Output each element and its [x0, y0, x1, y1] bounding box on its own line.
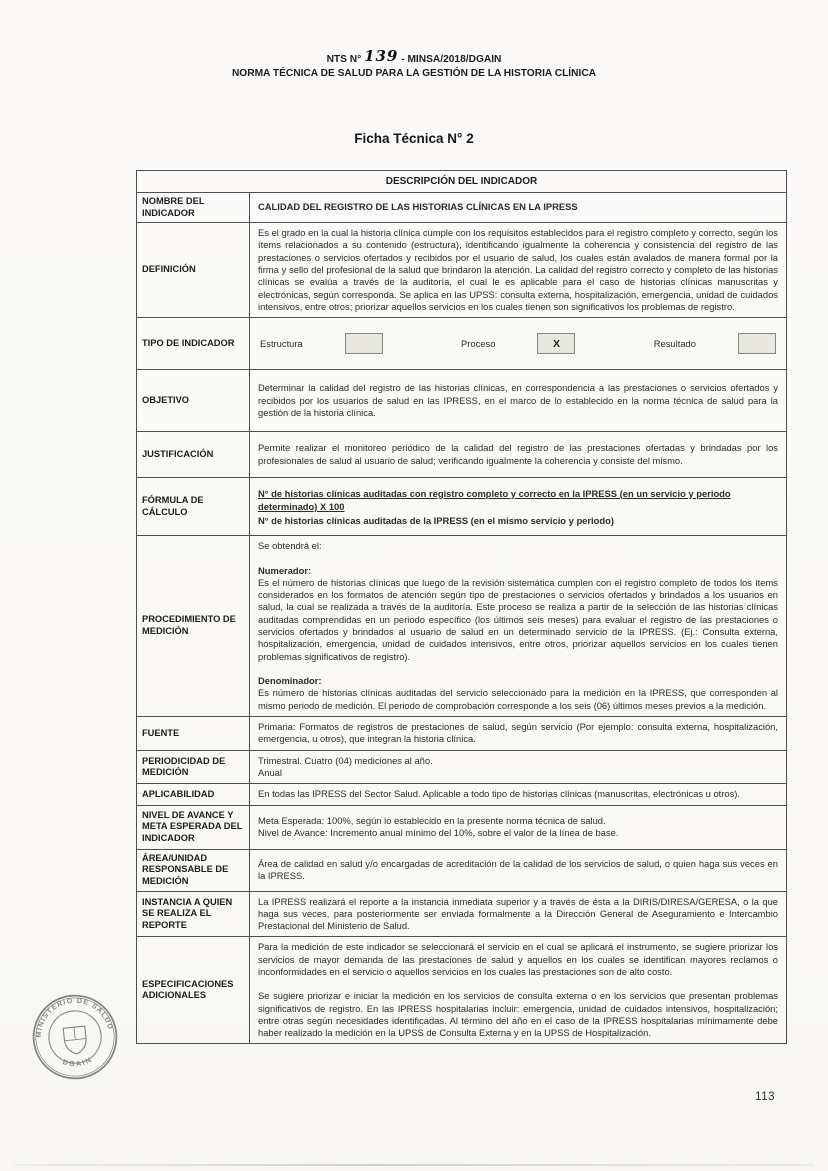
checkbox-resultado — [738, 333, 776, 354]
formula-numerator-text1: N° de historias clínicas auditadas con registro completo y correcto en la IPRESS (en un servicio y periodo — [258, 487, 731, 499]
label-justificacion: JUSTIFICACIÓN — [137, 432, 250, 478]
checkbox-estructura — [345, 333, 383, 354]
procedimiento-numerador-text: Es el número de historias clínicas que luego de la revisión sistemática cumplen con el registro completo de todos los ítems considerados en los formatos de atención según tipo de prestaciones o servicios ofertados y brindados a los usuarios en salud, la cual se realizada a través de la auditoría. Este proceso se realiza a partir de la selección de las historias clínicas auditadas comprendidas en un periodo específico (los últimos seis meses) para evaluar el registro de las prestaciones o servicios ofertados y brindados al usuario de salud en un determinado servicio de la IPRESS. (Ej.: Consulta externa, hospitalización, emergencia, unidad de cuidados intensivos, entre otros, priorizar aquellos servicios en los cuales tienen problemas significativos de registro). — [258, 576, 778, 662]
tipo-option-estructura — [260, 333, 383, 354]
procedimiento-denominador-head: Denominador: — [258, 674, 322, 686]
procedimiento-denominador-text: Es número de historias clínicas auditadas del servicio seleccionado para la medición en la IPRESS, que corresponden al mismo periodo de medición. El periodo de comprobación corresponde a los seis (06) últimos meses previos a la medición. — [258, 687, 778, 711]
tipo-option-estructura-label: Estructura — [260, 337, 303, 349]
especificaciones-para1: Para la medición de este indicador se seleccionará el servicio en el cual se aplicará el instrumento, se sugiere priorizar los servicios de mayor demanda de las prestaciones de salud y aquellos en los cuales se identifican mayores reclamos o inconformidades en el servicio o aquellos servicios en los cuales las prestaciones son de alto costo. — [258, 941, 778, 977]
row-justificacion — [137, 432, 787, 478]
value-procedimiento — [250, 536, 787, 717]
value-nombre: CALIDAD DEL REGISTRO DE LAS HISTORIAS CLÍNICAS EN LA IPRESS — [250, 193, 787, 223]
value-periodicidad — [250, 750, 787, 784]
row-fuente — [137, 716, 787, 750]
tipo-option-proceso-label: Proceso — [461, 337, 496, 349]
row-nivel-avance — [137, 805, 787, 849]
row-aplicabilidad — [137, 784, 787, 805]
label-especificaciones: ESPECIFICACIONES ADICIONALES — [137, 937, 250, 1044]
label-tipo-indicador: TIPO DE INDICADOR — [137, 318, 250, 370]
value-area-responsable: Área de calidad en salud y/o encargadas de acreditación de la calidad de los servicios de salud, o quien haga sus veces en la IPRESS. — [250, 849, 787, 891]
table-header-row — [137, 171, 787, 193]
indicator-table — [136, 170, 787, 1044]
seal-bottom-text-path: DGAIN — [61, 1054, 95, 1069]
seal-bottom-text — [61, 1054, 95, 1070]
label-instancia-reporte: INSTANCIA A QUIEN SE REALIZA EL REPORTE — [137, 891, 250, 937]
label-formula: FÓRMULA DE CÁLCULO — [137, 478, 250, 536]
label-nivel-avance: NIVEL DE AVANCE Y META ESPERADA DEL INDICADOR — [137, 805, 250, 849]
value-tipo-indicador — [250, 318, 787, 370]
nts-suffix: - MINSA/2018/DGAIN — [401, 54, 502, 65]
coat-of-arms-icon — [63, 1026, 87, 1055]
label-procedimiento: PROCEDIMIENTO DE MEDICIÓN — [137, 536, 250, 717]
tipo-option-proceso — [461, 333, 575, 354]
formula-numerator-line1 — [258, 487, 778, 501]
label-nombre: NOMBRE DEL INDICADOR — [137, 193, 250, 223]
norma-title-line: NORMA TÉCNICA DE SALUD PARA LA GESTIÓN DE LA HISTORIA CLÍNICA — [231, 68, 597, 79]
nivel-meta-line: Meta Esperada: 100%, según lo establecido en la presente norma técnica de salud. — [258, 814, 606, 826]
nts-number-handwritten: 139 — [364, 47, 399, 65]
formula-numerator-line2 — [258, 500, 778, 514]
nts-header-line — [0, 47, 828, 67]
row-nombre — [137, 193, 787, 223]
value-justificacion: Permite realizar el monitoreo periódico de la calidad del registro de las prestaciones ofertadas y brindadas por los profesionales de salud al usuario de salud; verificando igualmente la coherencia y consiste del mismo. — [250, 432, 787, 478]
table-title: DESCRIPCIÓN DEL INDICADOR — [137, 171, 787, 193]
seal-arc-text — [30, 992, 116, 1039]
scan-edge-artifact — [14, 1164, 814, 1166]
value-especificaciones — [250, 937, 787, 1044]
checkbox-proceso: X — [537, 333, 575, 354]
page-number: 113 — [755, 1091, 775, 1103]
label-area-responsable: ÁREA/UNIDAD RESPONSABLE DE MEDICIÓN — [137, 849, 250, 891]
label-objetivo: OBJETIVO — [137, 370, 250, 432]
nivel-avance-line: Nivel de Avance: Incremento anual mínimo del 10%, sobre el valor de la línea de base. — [258, 827, 619, 839]
especificaciones-para2: Se sugiere priorizar e iniciar la medición en los servicios de consulta externa o en los servicios que presentan problemas significativos de registro. En las IPRESS hospitalarias incluir: emergencia, unidad de cuidados intensivos, hospitalización; entre otras según necesidades identificadas. Al término del año en el caso de la IPRESS hospitalarias mínimamente debe haber realizado la medición en la UPSS de Consulta Externa y en la UPSS de Hospitalización. — [258, 990, 778, 1039]
procedimiento-numerador-head: Numerador: — [258, 564, 312, 576]
seal-arc-text-path: MINISTERIO DE SALUD — [33, 995, 116, 1038]
value-definicion: Es el grado en la cual la historia clínica cumple con los requisitos establecidos para el registro completo y correcto, según los ítems relacionados a su contenido (estructura), identificando igualmente la coherencia y consistencia del registro de las prestaciones o servicios ofertados y recibidos por el usuario de salud, los cuales están avalados de manera formal por la firma y sello del profesional de la salud que brindaron la atención. La calidad del registro correcto y completo de las historias clínicas se evalúa a través de la auditoría, el cual le es aplicable para el caso de historias clínicas manuscritas y electrónicas, según corresponda. Se aplica en las UPSS: consulta externa, hospitalización, emergencia, unidad de cuidados intensivos, entre otros; priorizar aquellos servicios en los cuales tienen son significativos los problemas de registro. — [250, 223, 787, 318]
tipo-option-resultado — [654, 333, 776, 354]
value-instancia-reporte: La IPRESS realizará el reporte a la instancia inmediata superior y a través de ésta a la DIRIS/DIRESA/GERESA, o la que haga sus veces, para posteriormente ser enviada formalmente a la Dirección General de Aseguramiento e Intercambio Prestacional del Ministerio de Salud. — [250, 891, 787, 937]
row-definicion — [137, 223, 787, 318]
label-aplicabilidad: APLICABILIDAD — [137, 784, 250, 805]
seal-graphic — [26, 988, 125, 1087]
tipo-options-row — [258, 331, 778, 356]
value-nivel-avance — [250, 805, 787, 849]
row-instancia-reporte — [137, 891, 787, 937]
periodicidad-line1: Trimestral. Cuatro (04) mediciones al año. — [258, 754, 433, 766]
label-fuente: FUENTE — [137, 716, 250, 750]
ministry-seal-stamp — [26, 988, 125, 1087]
value-formula — [250, 478, 787, 536]
procedimiento-intro: Se obtendrá el: — [258, 540, 322, 552]
value-aplicabilidad: En todas las IPRESS del Sector Salud. Aplicable a todo tipo de historias clínicas (manuscritas, electrónicas u otros). — [250, 784, 787, 805]
label-periodicidad: PERIODICIDAD DE MEDICIÓN — [137, 750, 250, 784]
document-header — [0, 47, 828, 81]
label-definicion: DEFINICIÓN — [137, 223, 250, 318]
indicator-table-container — [136, 170, 787, 1044]
periodicidad-line2: Anual — [258, 767, 282, 779]
value-fuente: Primaria: Formatos de registros de prestaciones de salud, según servicio (Por ejemplo: consulta externa, hospitalización, emergencia, u otros), que integran la historia clínica. — [250, 716, 787, 750]
row-especificaciones — [137, 937, 787, 1044]
nts-label: NTS N° — [326, 54, 362, 65]
value-objetivo: Determinar la calidad del registro de las historias clínicas, en correspondencia a las prestaciones o servicios ofertados y recibidos por los usuarios de salud en las IPRESS, en el marco de lo establecido en la norma técnica de salud para la gestión de la historia clínica. — [250, 370, 787, 432]
row-procedimiento — [137, 536, 787, 717]
row-objetivo — [137, 370, 787, 432]
row-periodicidad — [137, 750, 787, 784]
tipo-option-resultado-label: Resultado — [653, 337, 696, 349]
row-formula — [137, 478, 787, 536]
formula-numerator-text2: determinado) X 100 — [258, 501, 345, 513]
page-title: Ficha Técnica N° 2 — [354, 131, 474, 146]
row-area-responsable — [137, 849, 787, 891]
row-tipo-indicador — [137, 318, 787, 370]
formula-denominator-line: N° de historias clínicas auditadas de la IPRESS (en el mismo servicio y periodo) — [258, 514, 614, 526]
